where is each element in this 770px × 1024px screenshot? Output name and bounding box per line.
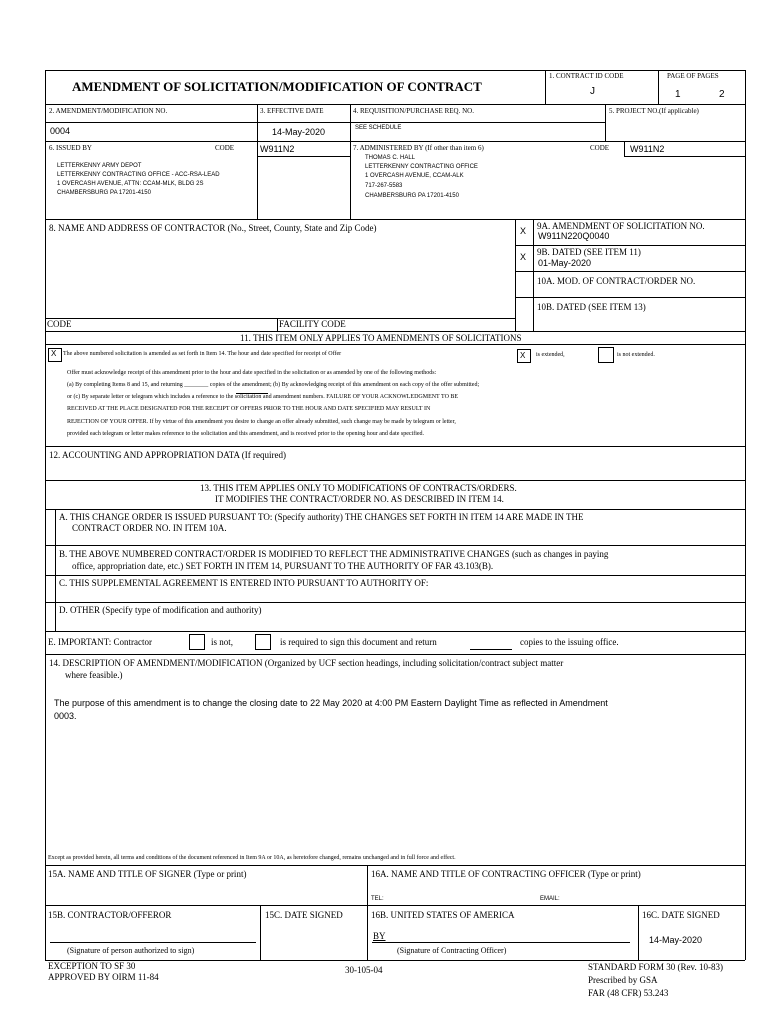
address-line: THOMAS C. HALL <box>365 155 416 161</box>
contracting-officer-label: 16A. NAME AND TITLE OF CONTRACTING OFFICER (Type or print) <box>371 869 641 879</box>
item14-footnote: Except as provided herein, all terms and conditions of the document referenced in Item 9A or 10A, as heretofore changed, remains unchanged and in full force and effect. <box>48 855 456 861</box>
instruction-line: (a) By completing Items 8 and 15, and returning ________ copies of the amendment; (b) By acknowledging receipt of this amendment on each copy of the offer submitted; <box>67 382 480 388</box>
united-states-label: 16B. UNITED STATES OF AMERICA <box>371 910 515 920</box>
instruction-line: provided each telegram or letter makes reference to the solicitation and this amendment, and is received prior to the opening hour and date specified. <box>67 431 425 437</box>
address-line: LETTERKENNY CONTRACTING OFFICE <box>365 164 478 170</box>
check-9b[interactable]: X <box>520 252 527 262</box>
is-not-label: is not, <box>211 637 234 647</box>
contract-id-code-label: 1. CONTRACT ID CODE <box>549 72 624 80</box>
footer-exception: EXCEPTION TO SF 30 <box>48 961 136 971</box>
footer-prescribed: Prescribed by GSA <box>588 975 658 985</box>
contractor-offeror-label: 15B. CONTRACTOR/OFFEROR <box>48 910 172 920</box>
page-of-pages-label: PAGE OF PAGES <box>667 72 719 80</box>
officer-date-signed: 14-May-2020 <box>649 935 703 945</box>
effective-date: 14-May-2020 <box>272 127 326 137</box>
tel-label: TEL: <box>371 896 384 902</box>
requisition-label: 4. REQUISITION/PURCHASE REQ. NO. <box>353 107 474 115</box>
check-9a[interactable]: X <box>520 226 527 236</box>
address-line: LETTERKENNY ARMY DEPOT <box>57 163 142 169</box>
contractor-date-signed-label: 15C. DATE SIGNED <box>265 910 343 920</box>
amended-mark: X <box>51 349 57 358</box>
is-required-label: is required to sign this document and return <box>280 637 437 647</box>
amendment-no-label: 2. AMENDMENT/MODIFICATION NO. <box>49 107 168 115</box>
item14-body-2: 0003. <box>54 711 77 721</box>
item13c: C. THIS SUPPLEMENTAL AGREEMENT IS ENTERED INTO PURSUANT TO AUTHORITY OF: <box>59 578 429 588</box>
dated-9b: 01-May-2020 <box>538 258 592 268</box>
page-number: 1 <box>675 89 681 100</box>
page-count: 2 <box>719 89 725 100</box>
footer-approved: APPROVED BY OIRM 11-84 <box>48 972 159 982</box>
admin-code-label: CODE <box>590 144 610 152</box>
item13b-line1: B. THE ABOVE NUMBERED CONTRACT/ORDER IS MODIFIED TO REFLECT THE ADMINISTRATIVE CHANGES (such as changes in paying <box>59 549 609 559</box>
dated-10b-label: 10B. DATED (SEE ITEM 13) <box>537 302 646 312</box>
administered-by-label: 7. ADMINISTERED BY (If other than item 6) <box>353 144 484 152</box>
is-not-checkbox[interactable] <box>189 634 205 650</box>
officer-signature-caption: (Signature of Contracting Officer) <box>397 946 507 955</box>
issued-by-label: 6. ISSUED BY <box>49 144 92 152</box>
instruction-line: Offer must acknowledge receipt of this amendment prior to the hour and date specified in the solicitation or as amended by one of the following methods: <box>67 370 437 376</box>
instruction-line: REJECTION OF YOUR OFFER. If by virtue of this amendment you desire to change an offer already submitted, such change may be made by telegram or letter, <box>67 419 456 425</box>
address-line: CHAMBERSBURG PA 17201-4150 <box>57 190 151 196</box>
item13a-line1: A. THIS CHANGE ORDER IS ISSUED PURSUANT TO: (Specify authority) THE CHANGES SET FORTH IN ITEM 14 ARE MADE IN THE <box>59 512 584 522</box>
not-extended-checkbox[interactable] <box>598 347 614 363</box>
is-required-checkbox[interactable] <box>255 634 271 650</box>
dated-9b-label: 9B. DATED (SEE ITEM 11) <box>537 247 641 257</box>
officer-date-signed-label: 16C. DATE SIGNED <box>642 910 720 920</box>
item14-label-1: 14. DESCRIPTION OF AMENDMENT/MODIFICATION (Organized by UCF section headings, including solicitation/contract subject matter <box>49 658 564 668</box>
extended-label: is extended, <box>536 352 565 358</box>
amended-text: The above numbered solicitation is amended as set forth in Item 14. The hour and date specified for receipt of Offer <box>63 351 342 357</box>
amendment-no: 0004 <box>50 126 71 136</box>
amendment-solicitation-label: 9A. AMENDMENT OF SOLICITATION NO. <box>537 221 705 231</box>
not-extended-label: is not extended. <box>617 352 655 358</box>
address-line: 717-267-5583 <box>365 183 403 189</box>
form-title: AMENDMENT OF SOLICITATION/MODIFICATION OF CONTRACT <box>72 79 482 94</box>
requisition-value: SEE SCHEDULE <box>355 125 402 131</box>
instruction-line: or (c) By separate letter or telegram which includes a reference to the solicitation and amendment numbers. FAILURE OF YOUR ACKNOWLEDGMENT TO BE <box>67 394 459 400</box>
issued-code: W911N2 <box>260 144 295 154</box>
project-no-label: 5. PROJECT NO.(If applicable) <box>609 107 699 115</box>
footer-form-code: 30-105-04 <box>345 965 383 975</box>
effective-date-label: 3. EFFECTIVE DATE <box>260 107 324 115</box>
signer-name-label: 15A. NAME AND TITLE OF SIGNER (Type or print) <box>48 869 247 879</box>
mod-10a-label: 10A. MOD. OF CONTRACT/ORDER NO. <box>537 276 696 286</box>
issued-code-label: CODE <box>215 144 235 152</box>
address-line: 1 OVERCASH AVENUE, CCAM-ALK <box>365 173 464 179</box>
extended-mark: X <box>520 351 526 360</box>
facility-code-label: FACILITY CODE <box>279 319 346 329</box>
item13b-line2: office, appropriation date, etc.) SET FORTH IN ITEM 14, PURSUANT TO THE AUTHORITY OF FAR 43.103(B). <box>72 561 494 571</box>
important-label: E. IMPORTANT: Contractor <box>48 637 153 647</box>
by-label: BY <box>373 931 386 941</box>
item14-body-1: The purpose of this amendment is to change the closing date to 22 May 2020 at 4:00 PM Eastern Daylight Time as reflected in Amendment <box>54 698 608 708</box>
address-line: LETTERKENNY CONTRACTING OFFICE - ACC-RSA-LEAD <box>57 172 220 178</box>
item13-title-1: 13. THIS ITEM APPLIES ONLY TO MODIFICATIONS OF CONTRACTS/ORDERS. <box>200 483 517 493</box>
item14-label-2: where feasible.) <box>65 670 123 680</box>
footer-standard-form: STANDARD FORM 30 (Rev. 10-83) <box>588 962 723 972</box>
instruction-line: RECEIVED AT THE PLACE DESIGNATED FOR THE RECEIPT OF OFFERS PRIOR TO THE HOUR AND DATE SPECIFIED MAY RESULT IN <box>67 406 431 412</box>
footer-far: FAR (48 CFR) 53.243 <box>588 988 669 998</box>
amendment-solicitation-no: W911N220Q0040 <box>538 231 610 241</box>
copies-label: copies to the issuing office. <box>520 637 619 647</box>
contract-id-code: J <box>590 86 595 97</box>
item12-label: 12. ACCOUNTING AND APPROPRIATION DATA (If required) <box>49 450 287 460</box>
item13a-line2: CONTRACT ORDER NO. IN ITEM 10A. <box>72 523 227 533</box>
item11-title: 11. THIS ITEM ONLY APPLIES TO AMENDMENTS OF SOLICITATIONS <box>240 333 522 343</box>
contractor-code-label: CODE <box>47 319 72 329</box>
email-label: EMAIL: <box>540 896 560 902</box>
address-line: CHAMBERSBURG PA 17201-4150 <box>365 193 459 199</box>
contractor-signature-caption: (Signature of person authorized to sign) <box>67 946 195 955</box>
address-line: 1 OVERCASH AVENUE, ATTN: CCAM-MLK, BLDG 2S <box>57 181 204 187</box>
admin-code: W911N2 <box>630 144 665 154</box>
item13-title-2: IT MODIFIES THE CONTRACT/ORDER NO. AS DESCRIBED IN ITEM 14. <box>215 494 504 504</box>
contractor-label: 8. NAME AND ADDRESS OF CONTRACTOR (No., Street, County, State and Zip Code) <box>49 223 377 233</box>
item13d: D. OTHER (Specify type of modification and authority) <box>59 605 262 615</box>
